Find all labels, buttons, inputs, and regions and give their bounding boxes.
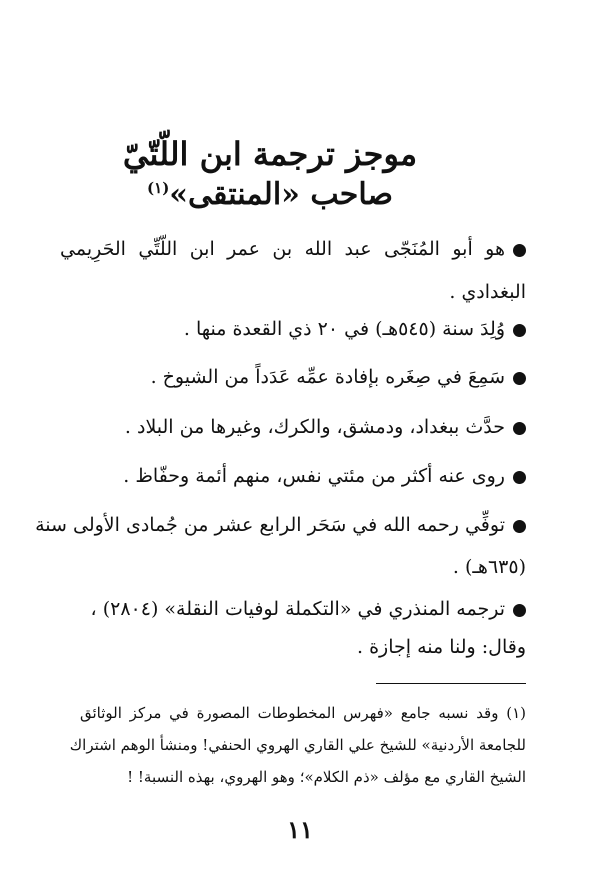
list-item-text: (٦٣٥هـ) .	[452, 556, 526, 578]
page-subtitle	[60, 177, 480, 212]
list-item-text: وقال: ولنا منه إجازة .	[357, 636, 526, 658]
list-item	[35, 514, 526, 536]
list-item-text: البغدادي .	[449, 281, 526, 303]
footnote-reference: (١)	[147, 179, 170, 197]
list-item-text: ترجمه المنذري في «التكملة لوفيات النقلة» (٢٨٠٤) ،	[90, 598, 505, 620]
list-item	[60, 368, 526, 387]
page-number: ١١	[287, 815, 313, 844]
bullet-icon	[513, 372, 526, 385]
footnote-divider	[376, 683, 526, 684]
bullet-icon	[513, 471, 526, 484]
list-item-continuation	[60, 558, 526, 577]
list-item	[60, 418, 526, 437]
footnote-text: للجامعة الأردنية» للشيخ علي القاري الهروي الحنفي! ومنشأ الوهم اشتراك	[69, 736, 526, 754]
list-item-continuation	[60, 638, 526, 657]
footnote-line	[69, 736, 526, 754]
list-item-continuation	[60, 283, 526, 302]
bullet-icon	[513, 422, 526, 435]
bullet-icon	[513, 520, 526, 533]
bullet-icon	[513, 324, 526, 337]
list-item	[60, 240, 526, 259]
list-item-text: توفِّي رحمه الله في سَحَر الرابع عشر من جُمادى الأولى سنة	[35, 514, 505, 536]
list-item-text: سَمِعَ في صِغَره بإفادة عمِّه عَدَداً من الشيوخ .	[150, 366, 505, 388]
footnote-text: (١) وقد نسبه جامع «فهرس المخطوطات المصورة في مركز الوثائق	[80, 704, 526, 722]
list-item	[60, 467, 526, 486]
list-item-text: وُلِدَ سنة (٥٤٥هـ) في ٢٠ ذي القعدة منها .	[183, 318, 505, 340]
footnote-line	[80, 706, 526, 721]
bullet-icon	[513, 244, 526, 257]
list-item	[60, 600, 526, 619]
footnote-text: الشيخ القاري مع مؤلف «ذم الكلام»؛ وهو الهروي، بهذه النسبة! !	[127, 768, 526, 786]
bullet-icon	[513, 604, 526, 617]
title-line-2: صاحب «المنتقى»	[169, 177, 393, 212]
page-title	[60, 135, 480, 173]
list-item-text: روى عنه أكثر من مئتي نفس، منهم أئمة وحفّاظ .	[123, 465, 505, 487]
list-item-text: هو أبو المُنَجّى عبد الله بن عمر ابن اللّتِّي الحَرِيمي	[60, 238, 505, 260]
list-item-text: حدَّث ببغداد، ودمشق، والكرك، وغيرها من البلاد .	[124, 416, 505, 438]
title-line-1: موجز ترجمة ابن اللّتّيّ	[122, 135, 418, 173]
list-item	[60, 320, 526, 339]
footnote-line	[80, 770, 526, 785]
